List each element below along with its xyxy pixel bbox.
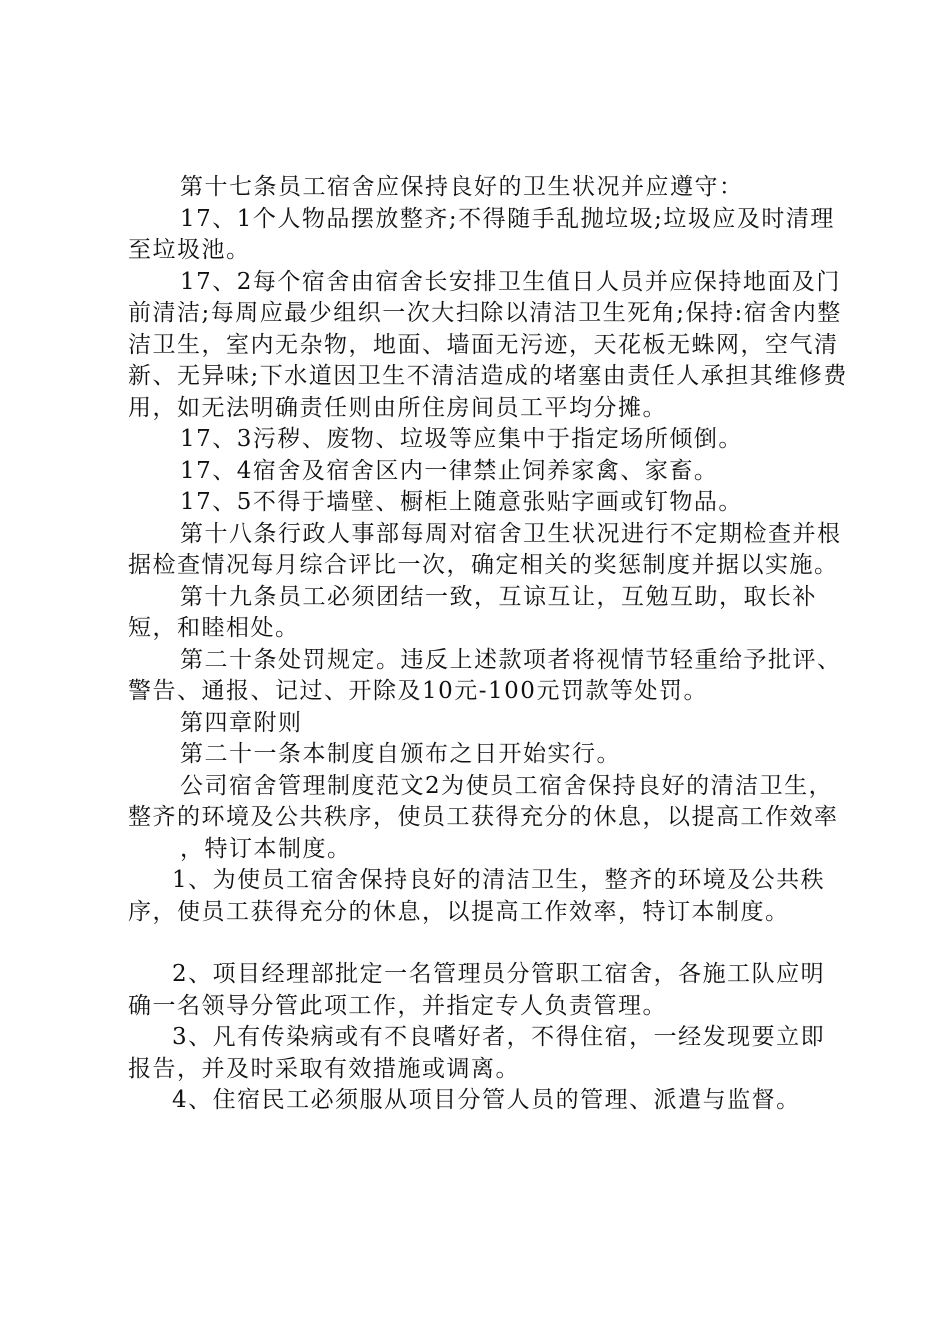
paragraph-17-3: 17、3污秽、废物、垃圾等应集中于指定场所倾倒。 xyxy=(180,426,743,452)
paragraph-17-4: 17、4宿舍及宿舍区内一律禁止饲养家禽、家畜。 xyxy=(180,457,719,484)
paragraph-article-17: 第十七条员工宿舍应保持良好的卫生状况并应遵守： xyxy=(180,174,744,200)
paragraph-item-3: 3、凡有传染病或有不良嗜好者，不得住宿，一经发现要立即报告，并及时采取有效措施或调离。 xyxy=(128,1024,826,1082)
paragraph-sample-2-intro-end: ，特订本制度。 xyxy=(180,835,352,862)
paragraph-article-21: 第二十一条本制度自颁布之日开始实行。 xyxy=(180,741,621,767)
paragraph-17-5: 17、5不得于墙壁、橱柜上随意张贴字画或钉物品。 xyxy=(180,489,743,515)
paragraph-item-4: 4、住宿民工必须服从项目分管人员的管理、派遣与监督。 xyxy=(172,1087,801,1113)
paragraph-article-20: 第二十条处罚规定。违反上述款项者将视情节轻重给予批评、警告、通报、记过、开除及10元-100元罚款等处罚。 xyxy=(128,646,842,704)
paragraph-17-2: 17、2每个宿舍由宿舍长安排卫生值日人员并应保持地面及门前清洁;每周应最少组织一次大扫除以清洁卫生死角;保持:宿舍内整洁卫生，室内无杂物，地面、墙面无污迹，天花板无蛛网，空气清新、无异味;下水道因卫生不清洁造成的堵塞由责任人承担其维修费用，如无法明确责任则由所住房间员工平均分摊。 xyxy=(128,268,848,421)
paragraph-17-1: 17、1个人物品摆放整齐;不得随手乱抛垃圾;垃圾应及时清理至垃圾池。 xyxy=(128,205,835,263)
paragraph-item-1: 1、为使员工宿舍保持良好的清洁卫生，整齐的环境及公共秩序，使员工获得充分的休息，以提高工作效率，特订本制度。 xyxy=(128,867,826,925)
paragraph-sample-2-intro: 公司宿舍管理制度范文2为使员工宿舍保持良好的清洁卫生，整齐的环境及公共秩序，使员工获得充分的休息，以提高工作效率 xyxy=(128,772,839,830)
chapter-heading: 第四章附则 xyxy=(180,709,303,736)
paragraph-article-19: 第十九条员工必须团结一致，互谅互让，互勉互助，取长补短，和睦相处。 xyxy=(128,583,817,641)
paragraph-item-2: 2、项目经理部批定一名管理员分管职工宿舍，各施工队应明确一名领导分管此项工作，并指定专人负责管理。 xyxy=(128,961,826,1019)
document-body xyxy=(128,172,848,1117)
paragraph-article-18: 第十八条行政人事部每周对宿舍卫生状况进行不定期检查并根据检查情况每月综合评比一次，确定相关的奖惩制度并据以实施。 xyxy=(128,520,842,578)
